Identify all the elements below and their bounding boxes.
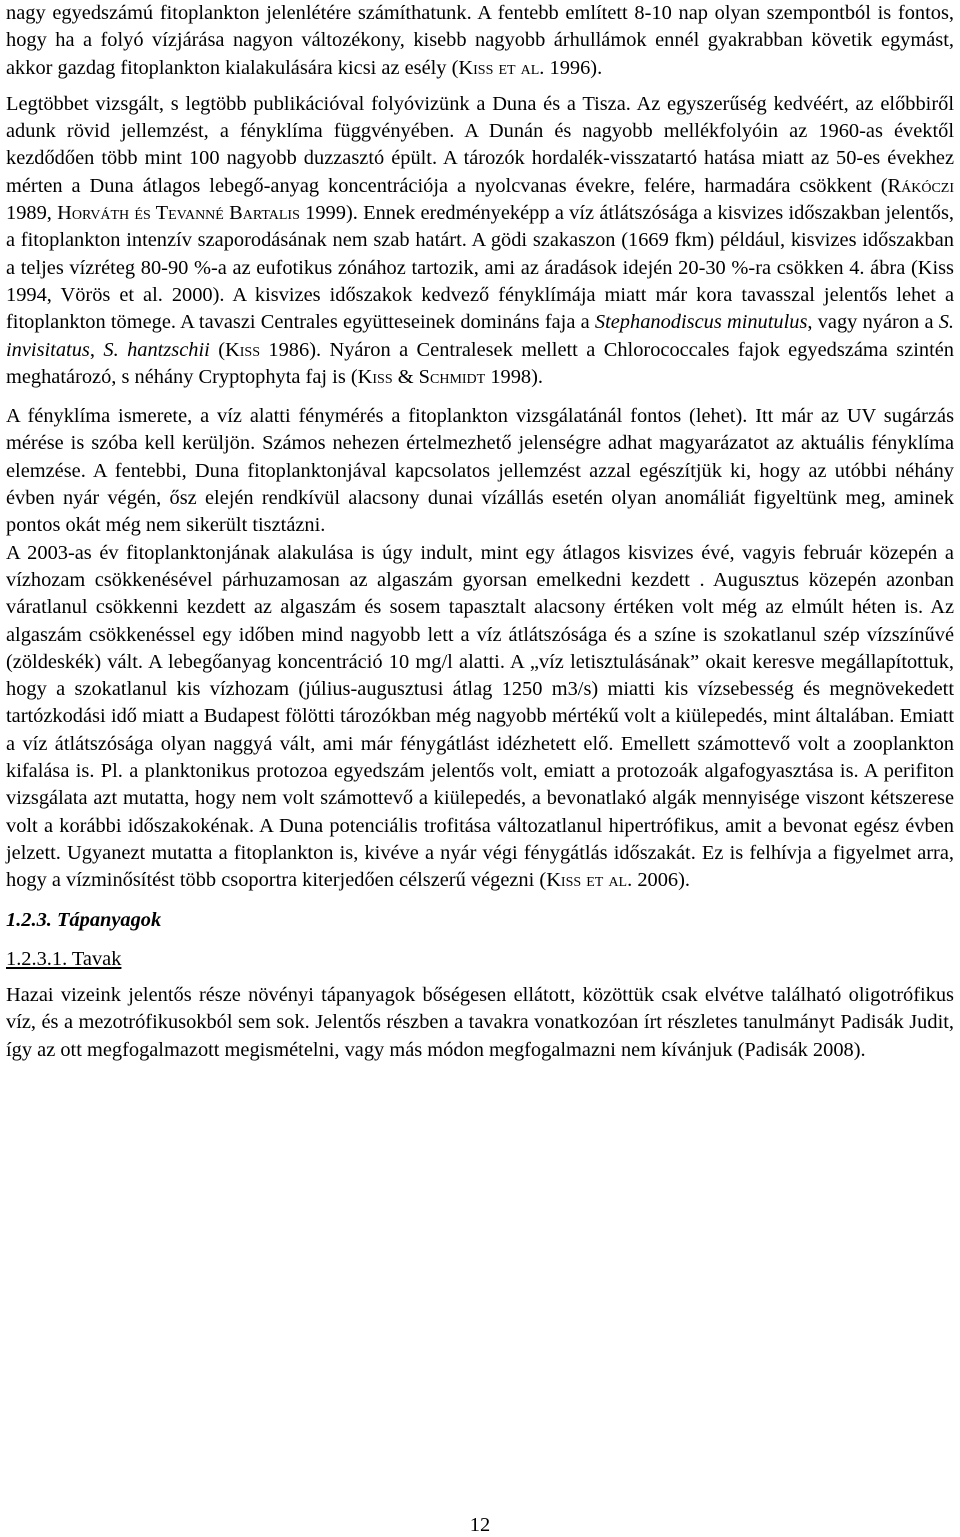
spacer [6, 895, 954, 907]
spacer [6, 973, 954, 982]
subsection-heading: 1.2.3.1. Tavak [6, 947, 122, 970]
text-run: A 2003-as év fitoplanktonjának alakulása is úgy indult, mint egy átlagos kisvizes évé, vagyis február közepén a vízhozam csökkenésével párhuzamosan az algaszám gyorsan emelkedni kezdett . Augusztus közepén azonban váratlanul csökkenni kezdett az algaszám és sosem tapasztalt alacsony értéken volt még az elmúlt héten is. Az algaszám csökkenéssel egy időben mind nagyobb lett a víz átlátszósága és a színe is szokatlanul szép vízszínűvé (zöldeskék) vált. A lebegőanyag koncentráció 10 mg/l alatti. A „víz letisztulásának” okait keresve megállapítottuk, hogy a szokatlanul kis vízhozam (július-augusztusi átlag 1250 m3/s) miatti kis vízsebesség és megnövekedett tartózkodási idő miatt a Budapest fölötti tározókban még nagyobb mértékű volt a kiülepedés, mint általában. Emiatt a víz átlátszósága olyan naggyá vált, ami már fénygátlást idézhetett elő. Emellett számottevő volt a zooplankton kifalása is. Pl. a planktonikus protozoa egyedszám jelentős volt, emiatt a protozoák algafogyasztása is. A perifiton vizsgálata azt mutatta, hogy nem volt számottevő a kiülepedés, a bevonatlakó algák mennyisége viszont kétszerese volt a korábbi időszakokénak. A Duna potenciális trofitása változatlanul hipertrófikus, amit a bevonat egész évben jelzett. Ugyanezt mutatta a fitoplankton is, kivéve a nyár végi fénygátlás időszakát. Ez is felhívja a figyelmet arra, hogy a vízminősítést több csoportra kiterjedően célszerű végezni ( [6, 541, 954, 892]
text-run: Hazai vizeink jelentős része növényi tápanyagok bőségesen ellátott, közöttük csak elvétve található oligotrófikus víz, és a mezotrófikusokból sem sok. Jelentős részben a tavakra vonatkozóan írt részletes tanulmányt Padisák Judit, így az ott megfogalmazott megismételni, vagy más módon megfogalmazni nem kívánjuk (Padisák 2008). [6, 984, 954, 1061]
species-name: Stephanodiscus minutulus [594, 311, 808, 334]
page-number: 12 [469, 1514, 491, 1536]
text-run: nagy egyedszámú fitoplankton jelenlétére számíthatunk. A fentebb említett 8-10 nap olyan szempontból is fontos, hogy ha a folyó vízjárása nagyon változékony, kisebb nagyobb árhullámok ennél gyakrabban követik egymást, akkor gazdag fitoplankton kialakulására kicsi az esély ( [6, 2, 954, 79]
text-run: 1986). Nyáron a Centralesek mellett a Chlorococcales fajok egyedszáma szintén meghatározó, s néhány Cryptophyta faj is ( [6, 338, 954, 388]
text-run: ( [209, 338, 226, 361]
text-run: Legtöbbet vizsgált, s legtöbb publikációval folyóvizünk a Duna és a Tisza. Az egyszerűség kedvéért, az előbbiről adunk rövid jellemzést, a fényklíma függvényében. A Dunán és nagyobb mellékfolyóin az 1960-as évektől kezdődően több mint 100 nagyobb duzzasztó épült. A tározók hordalék-visszatartó hatása miatt az 50-es évekhez mérten a Duna átlagos lebegő-anyag koncentrációja a nyolcvanas évekre, felére, harmadára csökkent ( [6, 92, 954, 197]
text-run: 1999). Ennek eredményeképp a víz átlátszósága a kisvizes időszakban jelentős, a fitoplankton intenzív szaporodásának nem szab határt. A gödi szakaszon (1669 fkm) például, kisvizes időszakban a teljes vízréteg 80-90 %-a az eufotikus zónához tartozik, ami az áradások idején 20-30 %-ra csökken 4. ábra (Kiss 1994, Vörös et al. 2000). A kisvizes időszakok kedvező fényklímája miatt már kora tavasszal jelentős lehet a fitoplankton tömege. A tavaszi Centrales együtteseinek domináns faja a [6, 202, 954, 334]
text-run: 2006). [632, 869, 690, 892]
spacer [6, 934, 954, 946]
citation-author: Kiss [225, 338, 260, 361]
species-name: S. hantzschii [103, 338, 210, 361]
paragraph-1 [6, 0, 954, 82]
paragraph-3 [6, 403, 954, 539]
text-run: 1996). [544, 56, 603, 79]
citation-author: Kiss et al. [458, 56, 545, 79]
spacer [6, 82, 954, 91]
text-run: , [89, 338, 104, 361]
spacer [6, 391, 954, 403]
species-name: S. invisitatus [6, 311, 955, 361]
text-run: A fényklíma ismerete, a víz alatti fénymérés a fitoplankton vizsgálatánál fontos (lehet). Itt már az UV sugárzás mérése is szóba kell kerüljön. Számos nehezen értelmezhető jelenségre adhat magyarázatot az aktuális fényklíma elemzése. A fentebbi, Duna fitoplanktonjával kapcsolatos jellemzést azzal egészítjük ki, hogy az utóbbi néhány évben nyár végén, ősz elején rendkívül alacsony dunai vízállás esetén olyan anomáliát figyeltünk meg, aminek pontos okát még nem sikerült tisztázni. [6, 405, 954, 537]
paragraph-5 [6, 982, 954, 1064]
text-run: 1998). [485, 365, 543, 388]
citation-author: Rákóczi [887, 174, 954, 197]
section-heading: 1.2.3. Tápanyagok [6, 908, 162, 931]
citation-author: Kiss & Schmidt [357, 365, 486, 388]
citation-author: Kiss et al. [546, 869, 633, 892]
text-run: , vagy nyáron a [807, 311, 939, 334]
paragraph-2 [6, 91, 954, 391]
citation-author: Horváth és Tevanné Bartalis [57, 202, 300, 225]
text-run: 1989, [6, 202, 58, 225]
paragraph-4 [6, 540, 954, 895]
document-page [6, 0, 954, 1064]
